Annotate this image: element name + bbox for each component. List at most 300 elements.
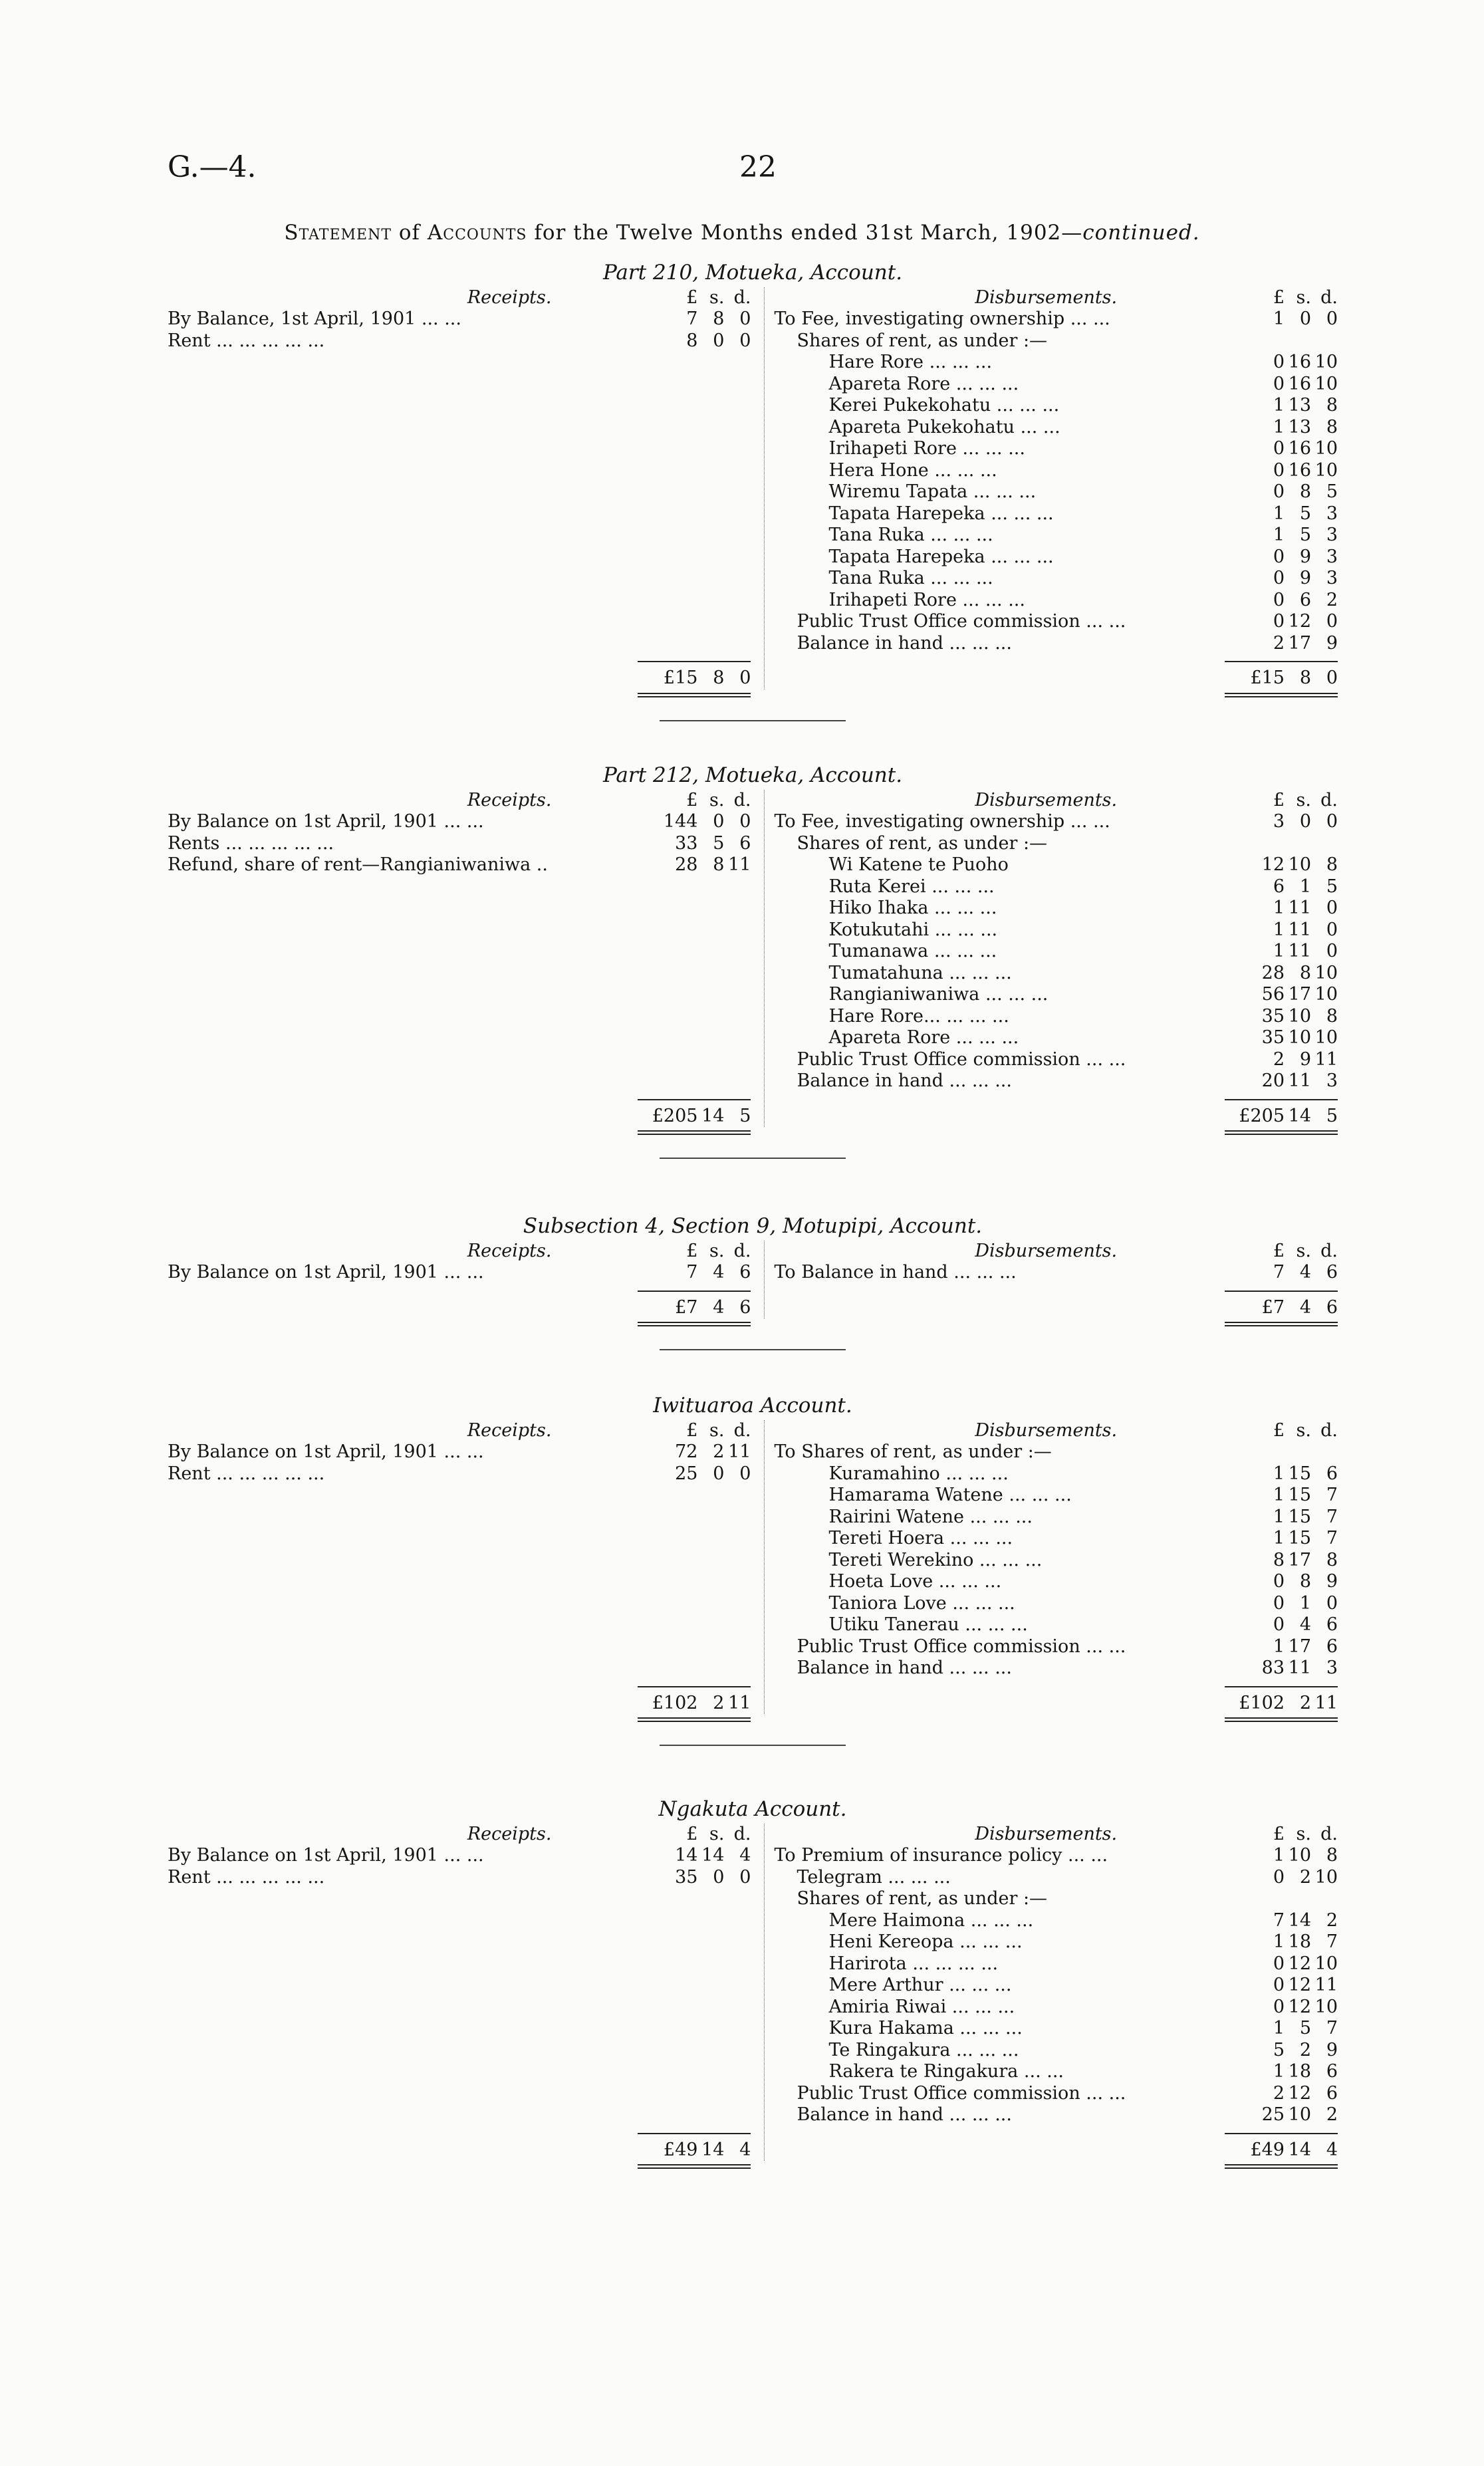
amount-shillings: 4 xyxy=(1299,1262,1311,1283)
blank-row xyxy=(168,1528,751,1550)
amount-pounds: 0 xyxy=(1273,546,1285,567)
blank-row xyxy=(168,1910,751,1932)
amount-shillings: 12 xyxy=(1288,611,1311,632)
receipt-description: By Balance on 1st April, 1901 ... ... xyxy=(168,1262,484,1283)
amount-shillings: 2 xyxy=(1299,1692,1311,1713)
receipts-total xyxy=(638,1291,751,1319)
receipts-heading: Receipts. xyxy=(467,287,552,308)
blank-row xyxy=(168,1571,751,1593)
receipt-amount xyxy=(651,811,751,833)
amount-pounds: 20 xyxy=(1261,1070,1285,1091)
receipt-description: By Balance, 1st April, 1901 ... ... xyxy=(168,308,461,329)
amount-pence: d. xyxy=(733,1420,751,1441)
disbursement-amount xyxy=(1238,503,1338,525)
amount-pounds: 35 xyxy=(1261,1005,1285,1027)
section-separator xyxy=(660,1158,846,1159)
disbursement-row xyxy=(774,460,1338,482)
amount-shillings: s. xyxy=(1296,790,1311,810)
disbursement-amount xyxy=(1238,2040,1338,2062)
amount-pence: 7 xyxy=(1326,1506,1338,1527)
disbursement-amount xyxy=(1238,308,1338,330)
disbursement-amount xyxy=(1238,1485,1338,1507)
disbursement-amount xyxy=(1238,984,1338,1006)
amount-shillings: 17 xyxy=(1288,1549,1311,1570)
disbursement-row xyxy=(774,481,1338,503)
receipt-description: Rent ... ... ... ... ... xyxy=(168,1866,325,1888)
amount-shillings: 2 xyxy=(713,1692,725,1713)
amount-pence: d. xyxy=(1320,790,1338,810)
disbursement-amount xyxy=(1238,1658,1338,1679)
receipts-column-header xyxy=(168,790,751,811)
disbursement-description: Shares of rent, as under :— xyxy=(797,832,1048,854)
amount-pounds: 33 xyxy=(675,832,698,854)
amount-pence: 10 xyxy=(1314,373,1338,394)
amount-shillings: 14 xyxy=(1288,2139,1311,2160)
disbursement-amount xyxy=(1238,633,1338,655)
amount-pounds: 0 xyxy=(1273,611,1285,632)
disbursement-row xyxy=(774,1485,1338,1507)
receipts-total-line xyxy=(168,1099,751,1128)
receipts-column-header xyxy=(168,287,751,308)
disbursements-column xyxy=(765,1241,1338,1318)
amount-shillings: 5 xyxy=(1299,503,1311,524)
account-title: Iwituaroa Account. xyxy=(653,1394,852,1418)
amount-pence: d. xyxy=(1320,1824,1338,1844)
disbursement-description: Tumanawa ... ... ... xyxy=(828,941,997,961)
disbursement-amount xyxy=(1238,833,1338,855)
amount-pence xyxy=(1311,1441,1338,1463)
amount-pounds: 0 xyxy=(1273,1866,1285,1888)
disbursement-description: Wiremu Tapata ... ... ... xyxy=(828,481,1037,502)
amount-pounds: 1 xyxy=(1273,308,1285,329)
receipts-heading: Receipts. xyxy=(467,790,552,810)
receipts-total xyxy=(638,1686,751,1715)
amount-pence: 10 xyxy=(1314,962,1338,983)
amount-pounds: 0 xyxy=(1273,481,1285,502)
amount-pounds: 83 xyxy=(1261,1658,1285,1678)
title-of: of xyxy=(392,221,428,245)
receipt-description: Rents ... ... ... ... ... xyxy=(168,832,334,854)
disbursement-description: Hamarama Watene ... ... ... xyxy=(828,1485,1072,1505)
receipt-amount xyxy=(651,1845,751,1867)
disbursement-row xyxy=(774,611,1338,633)
account-columns xyxy=(168,287,1338,689)
disbursement-description: Public Trust Office commission ... ... xyxy=(797,2082,1126,2104)
amount-shillings: 0 xyxy=(713,811,725,832)
receipt-description: By Balance on 1st April, 1901 ... ... xyxy=(168,811,484,832)
amount-pence: 10 xyxy=(1314,438,1338,459)
blank-row xyxy=(168,2061,751,2083)
disbursement-row xyxy=(774,1262,1338,1284)
amount-shillings: 4 xyxy=(713,1296,725,1318)
amount-shillings: 0 xyxy=(713,1463,725,1484)
amount-pounds: 144 xyxy=(663,811,698,832)
disbursement-row xyxy=(774,963,1338,985)
disbursement-description: Utiku Tanerau ... ... ... xyxy=(828,1614,1028,1635)
disbursements-total-amount xyxy=(1225,1693,1338,1715)
amount-pence: 8 xyxy=(1326,1845,1338,1866)
disbursement-amount xyxy=(1238,920,1338,941)
blank-row xyxy=(168,1006,751,1028)
disbursement-row xyxy=(774,2040,1338,2062)
blank-row xyxy=(168,963,751,985)
amount-pence: d. xyxy=(1320,1420,1338,1441)
amount-pounds: 0 xyxy=(1273,1996,1285,2017)
amount-pounds xyxy=(1238,330,1285,352)
disbursement-description: Irihapeti Rore ... ... ... xyxy=(828,438,1025,459)
amount-pounds: 0 xyxy=(1273,373,1285,394)
amount-pence: 6 xyxy=(1326,2061,1338,2082)
amount-shillings: 14 xyxy=(701,1105,725,1126)
disbursement-amount xyxy=(1238,1593,1338,1615)
receipt-row xyxy=(168,1845,751,1867)
amount-pounds: £49 xyxy=(1250,2139,1285,2160)
amount-pounds: £ xyxy=(686,1420,698,1441)
amount-pence: 0 xyxy=(739,1463,751,1484)
amount-pounds: 0 xyxy=(1273,589,1285,610)
disbursement-row xyxy=(774,1997,1338,2019)
disbursement-description: Tereti Hoera ... ... ... xyxy=(828,1528,1013,1548)
disbursement-amount xyxy=(1238,1262,1338,1284)
disbursement-description: Heni Kereopa ... ... ... xyxy=(828,1931,1023,1952)
section-separator xyxy=(660,720,846,721)
disbursement-row xyxy=(774,1636,1338,1658)
currency-header xyxy=(1238,1241,1338,1262)
amount-shillings: 9 xyxy=(1299,1048,1311,1070)
amount-pounds: £ xyxy=(686,1824,698,1844)
disbursement-amount xyxy=(1238,1507,1338,1529)
disbursement-description: Public Trust Office commission ... ... xyxy=(797,1636,1126,1657)
blank-row xyxy=(168,2104,751,2126)
blank-row xyxy=(168,633,751,655)
receipts-total-line xyxy=(168,1686,751,1715)
disbursements-heading: Disbursements. xyxy=(975,1420,1118,1441)
amount-pounds: 0 xyxy=(1273,352,1285,372)
disbursement-description: Kura Hakama ... ... ... xyxy=(828,2018,1023,2038)
amount-shillings: 8 xyxy=(713,308,725,329)
receipt-amount xyxy=(651,1867,751,1889)
amount-shillings: 13 xyxy=(1288,395,1311,416)
amount-pounds: £102 xyxy=(1239,1692,1285,1713)
receipts-column xyxy=(168,1241,765,1318)
disbursement-amount xyxy=(1238,438,1338,460)
account-subsection-4 xyxy=(168,1214,1338,1350)
amount-pence: 0 xyxy=(1326,919,1338,940)
disbursements-total-amount xyxy=(1225,1106,1338,1128)
amount-pounds: 0 xyxy=(1273,1571,1285,1592)
amount-shillings: 18 xyxy=(1288,2061,1311,2082)
disbursement-amount xyxy=(1238,1006,1338,1028)
amount-shillings xyxy=(1285,1441,1311,1463)
blank-row xyxy=(168,1070,751,1092)
disbursement-description: Kotukutahi ... ... ... xyxy=(828,919,998,940)
disbursements-total-amount xyxy=(1225,668,1338,689)
amount-pounds: £205 xyxy=(1239,1105,1285,1126)
account-title: Ngakuta Account. xyxy=(658,1797,847,1821)
disbursements-column-header xyxy=(774,1420,1338,1441)
disbursement-row xyxy=(774,1953,1338,1975)
title-continued: continued. xyxy=(1082,221,1200,245)
disbursement-description: Te Ringakura ... ... ... xyxy=(828,2039,1019,2060)
disbursement-row xyxy=(774,1975,1338,1997)
amount-shillings: 15 xyxy=(1288,1506,1311,1527)
disbursement-description: Apareta Rore ... ... ... xyxy=(828,1027,1019,1048)
amount-shillings: 16 xyxy=(1288,438,1311,459)
receipts-column xyxy=(168,287,765,689)
amount-shillings: 12 xyxy=(1288,1953,1311,1974)
amount-pence: 6 xyxy=(1326,1463,1338,1484)
amount-pounds: 72 xyxy=(675,1441,698,1462)
disbursement-amount xyxy=(1238,1614,1338,1636)
amount-shillings: 14 xyxy=(701,2139,725,2160)
amount-pence: 4 xyxy=(739,2139,751,2160)
amount-pence: 7 xyxy=(1326,1485,1338,1505)
disbursement-amount xyxy=(1238,481,1338,503)
disbursement-amount xyxy=(1238,1953,1338,1975)
disbursements-heading: Disbursements. xyxy=(975,287,1118,308)
amount-pounds xyxy=(1238,833,1285,855)
blank-row xyxy=(168,2040,751,2062)
disbursement-description: Balance in hand ... ... ... xyxy=(797,1658,1012,1678)
blank-row xyxy=(168,1485,751,1507)
disbursements-total-line xyxy=(774,2133,1338,2161)
disbursement-description: Tana Ruka ... ... ... xyxy=(828,525,993,545)
blank-row xyxy=(168,1614,751,1636)
amount-pounds: 1 xyxy=(1273,416,1285,437)
amount-pence: 0 xyxy=(1326,1592,1338,1614)
disbursement-row xyxy=(774,1049,1338,1071)
blank-row xyxy=(168,460,751,482)
amount-pence: 9 xyxy=(1326,632,1338,654)
receipts-total xyxy=(638,2133,751,2161)
disbursements-column xyxy=(765,1420,1338,1714)
blank-row xyxy=(168,941,751,963)
amount-shillings: 17 xyxy=(1288,632,1311,654)
disbursement-description: Hare Rore ... ... ... xyxy=(828,352,993,372)
amount-pounds: 0 xyxy=(1273,1592,1285,1614)
amount-pence: 0 xyxy=(1326,811,1338,832)
amount-pounds: £ xyxy=(1273,1420,1285,1441)
amount-pence: 6 xyxy=(1326,1636,1338,1657)
disbursement-row xyxy=(774,854,1338,876)
amount-shillings: 18 xyxy=(1288,1931,1311,1952)
disbursement-amount xyxy=(1238,2061,1338,2083)
disbursement-amount xyxy=(1238,330,1338,352)
amount-pounds: 1 xyxy=(1273,1931,1285,1952)
amount-shillings: 10 xyxy=(1288,1027,1311,1048)
amount-shillings: 17 xyxy=(1288,984,1311,1005)
disbursement-row xyxy=(774,1571,1338,1593)
disbursement-amount xyxy=(1238,1997,1338,2019)
receipts-total-amount xyxy=(638,1297,751,1319)
disbursement-row xyxy=(774,438,1338,460)
disbursement-row xyxy=(774,2083,1338,2105)
receipt-row xyxy=(168,308,751,330)
blank-row xyxy=(168,395,751,417)
disbursement-description: Balance in hand ... ... ... xyxy=(797,1070,1012,1091)
disbursement-row xyxy=(774,1027,1338,1049)
disbursement-description: To Balance in hand ... ... ... xyxy=(774,1262,1017,1283)
disbursement-amount xyxy=(1238,395,1338,417)
disbursement-row xyxy=(774,833,1338,855)
amount-pence: 10 xyxy=(1314,352,1338,372)
disbursement-row xyxy=(774,1614,1338,1636)
amount-pounds: 1 xyxy=(1273,941,1285,961)
disbursement-amount xyxy=(1238,352,1338,374)
amount-pounds: 6 xyxy=(1273,876,1285,897)
disbursement-description: Tereti Werekino ... ... ... xyxy=(828,1549,1043,1570)
amount-shillings: 10 xyxy=(1288,1005,1311,1027)
amount-shillings: 15 xyxy=(1288,1463,1311,1484)
amount-pence: 5 xyxy=(1326,876,1338,897)
amount-pounds: 1 xyxy=(1273,919,1285,940)
currency-header xyxy=(651,1824,751,1845)
amount-pounds: 28 xyxy=(675,854,698,875)
amount-shillings: 8 xyxy=(1299,1571,1311,1592)
amount-pence: 6 xyxy=(1326,1614,1338,1635)
blank-row xyxy=(168,1997,751,2019)
blank-row xyxy=(168,417,751,439)
receipts-total xyxy=(638,1099,751,1128)
disbursement-amount xyxy=(1238,1910,1338,1932)
amount-shillings: s. xyxy=(1296,1824,1311,1844)
amount-pence: 11 xyxy=(728,1441,751,1462)
amount-pounds: 1 xyxy=(1273,503,1285,524)
amount-pence: d. xyxy=(733,1824,751,1844)
amount-pounds: 1 xyxy=(1273,1845,1285,1866)
disbursements-column-header xyxy=(774,1824,1338,1845)
amount-pounds: 12 xyxy=(1261,854,1285,875)
disbursements-heading: Disbursements. xyxy=(975,790,1118,810)
amount-pounds xyxy=(1238,1441,1285,1463)
disbursement-description: Hiko Ihaka ... ... ... xyxy=(828,898,997,918)
amount-pence: 11 xyxy=(1314,1692,1338,1713)
amount-shillings: 0 xyxy=(713,1866,725,1888)
disbursement-row xyxy=(774,1888,1338,1910)
amount-pence: 0 xyxy=(739,668,751,688)
receipt-row xyxy=(168,854,751,876)
amount-pounds: £102 xyxy=(652,1692,698,1713)
amount-shillings: 1 xyxy=(1299,1592,1311,1614)
amount-pence: d. xyxy=(733,287,751,308)
amount-pence: 0 xyxy=(1326,941,1338,961)
disbursement-row xyxy=(774,2018,1338,2040)
amount-pence: 2 xyxy=(1326,1910,1338,1931)
receipts-total-line xyxy=(168,661,751,689)
disbursement-description: Rairini Watene ... ... ... xyxy=(828,1506,1033,1527)
amount-shillings: 4 xyxy=(1299,1614,1311,1635)
disbursement-description: Harirota ... ... ... ... xyxy=(828,1953,999,1974)
disbursement-description: Rakera te Ringakura ... ... xyxy=(828,2061,1064,2082)
disbursement-amount xyxy=(1238,1070,1338,1092)
blank-row xyxy=(168,984,751,1006)
receipts-column-header xyxy=(168,1420,751,1441)
amount-pounds xyxy=(1238,1888,1285,1910)
disbursement-amount xyxy=(1238,1867,1338,1889)
disbursement-amount xyxy=(1238,941,1338,963)
amount-pounds: 2 xyxy=(1273,632,1285,654)
blank-row xyxy=(168,1931,751,1953)
disbursement-row xyxy=(774,308,1338,330)
receipt-row xyxy=(168,811,751,833)
amount-pence: 0 xyxy=(739,1866,751,1888)
amount-pounds: 1 xyxy=(1273,2018,1285,2038)
blank-row xyxy=(168,547,751,568)
amount-pence: 11 xyxy=(1314,1975,1338,1995)
disbursement-description: Hera Hone ... ... ... xyxy=(828,459,997,481)
receipt-description: By Balance on 1st April, 1901 ... ... xyxy=(168,1845,484,1866)
blank-row xyxy=(168,876,751,898)
amount-pounds: 7 xyxy=(1273,1910,1285,1931)
disbursement-row xyxy=(774,1867,1338,1889)
amount-pounds: £49 xyxy=(663,2139,698,2160)
amount-shillings: 16 xyxy=(1288,352,1311,372)
disbursement-row xyxy=(774,1910,1338,1932)
amount-pounds: 25 xyxy=(675,1463,698,1484)
disbursement-row xyxy=(774,1845,1338,1867)
amount-pounds: £7 xyxy=(675,1296,698,1318)
amount-pounds: 14 xyxy=(675,1845,698,1866)
disbursement-row xyxy=(774,547,1338,568)
amount-pence: 6 xyxy=(1326,1262,1338,1283)
receipts-total-amount xyxy=(638,1106,751,1128)
disbursement-description: Tumatahuna ... ... ... xyxy=(828,962,1012,983)
amount-pounds: 0 xyxy=(1273,568,1285,588)
amount-shillings: 8 xyxy=(1299,962,1311,983)
amount-pounds: £15 xyxy=(1250,668,1285,688)
amount-pence: 5 xyxy=(739,1105,751,1126)
receipts-column xyxy=(168,1420,765,1714)
receipt-description: Rent ... ... ... ... ... xyxy=(168,1463,325,1484)
currency-header xyxy=(1238,1824,1338,1845)
amount-pounds: 2 xyxy=(1273,1048,1285,1070)
currency-header xyxy=(1238,1420,1338,1441)
blank-row xyxy=(168,1953,751,1975)
amount-pence: 2 xyxy=(1326,2104,1338,2125)
disbursement-description: Tana Ruka ... ... ... xyxy=(828,568,993,588)
amount-shillings: 11 xyxy=(1288,898,1311,918)
disbursements-column xyxy=(765,790,1338,1127)
amount-shillings: 10 xyxy=(1288,854,1311,875)
disbursement-amount xyxy=(1238,417,1338,439)
disbursement-amount xyxy=(1238,811,1338,833)
disbursement-amount xyxy=(1238,1888,1338,1910)
amount-pence: 0 xyxy=(739,811,751,832)
amount-shillings: 11 xyxy=(1288,919,1311,940)
amount-pounds: 25 xyxy=(1261,2104,1285,2125)
receipt-row xyxy=(168,1262,751,1284)
blank-row xyxy=(168,1049,751,1071)
amount-pence: 8 xyxy=(1326,1005,1338,1027)
amount-pence: 3 xyxy=(1326,1070,1338,1091)
page-number: 22 xyxy=(739,150,777,184)
receipts-total-line xyxy=(168,1291,751,1319)
disbursement-row xyxy=(774,898,1338,920)
amount-pence: 9 xyxy=(1326,2039,1338,2060)
disbursement-amount xyxy=(1238,1049,1338,1071)
disbursement-amount xyxy=(1238,590,1338,612)
amount-shillings: 14 xyxy=(1288,1910,1311,1931)
disbursement-description: To Fee, investigating ownership ... ... xyxy=(774,308,1110,329)
amount-shillings: 11 xyxy=(1288,941,1311,961)
amount-pounds: £ xyxy=(1273,287,1285,308)
amount-pounds: 5 xyxy=(1273,2039,1285,2060)
receipts-column-header xyxy=(168,1824,751,1845)
disbursement-description: To Premium of insurance policy ... ... xyxy=(774,1845,1108,1866)
amount-pounds: 1 xyxy=(1273,525,1285,545)
disbursement-amount xyxy=(1238,1636,1338,1658)
amount-shillings: 5 xyxy=(1299,525,1311,545)
